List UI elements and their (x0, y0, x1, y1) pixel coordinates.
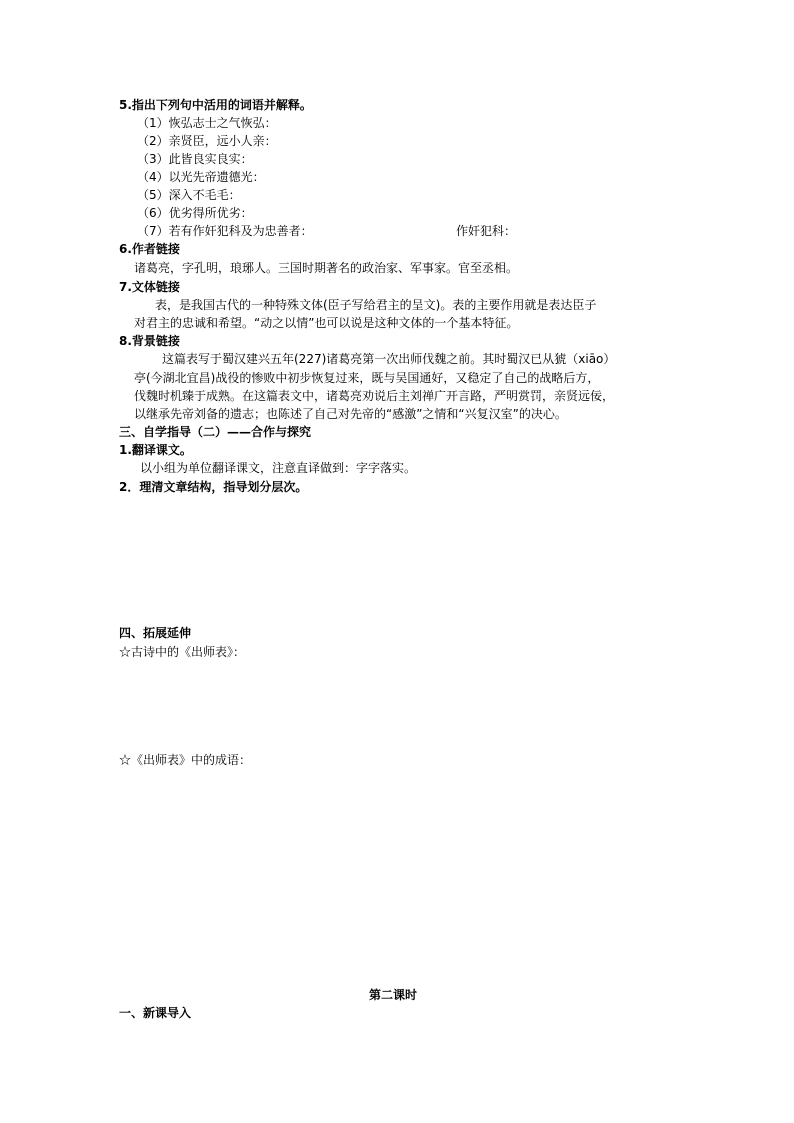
section7-heading: 7.文体链接 (119, 280, 180, 294)
part3-item1-heading: 1.翻译课文。 (119, 443, 192, 457)
section7-line-2: 对君主的忠诚和希望。“动之以情”也可以说是这种文体的一个基本特征。 (134, 316, 519, 330)
section8-line-1: 这篇表写于蜀汉建兴五年(227)诸葛亮第一次出师伐魏之前。其时蜀汉已从猇（xiāo） (162, 352, 616, 366)
section6-heading: 6.作者链接 (119, 242, 180, 256)
part3-heading: 三、自学指导（二）——合作与探究 (119, 425, 312, 439)
part3-item1-text: 以小组为单位翻译课文，注意直译做到：字字落实。 (140, 461, 417, 475)
section8-line-2: 亭(今湖北宜昌)战役的惨败中初步恢复过来，既与吴国通好，又稳定了自己的战略后方， (134, 371, 600, 385)
section5-item-6: （6）优劣得所优劣： (137, 206, 253, 220)
section5-heading: 5.指出下列句中活用的词语并解释。 (119, 98, 312, 112)
section5-item-7b: 作奸犯科： (456, 224, 517, 238)
section5-item-2: （2）亲贤臣，远小人亲： (137, 134, 277, 148)
lesson2-intro-heading: 一、新课导入 (119, 1006, 192, 1020)
lesson2-title: 第二课时 (369, 988, 418, 1002)
section6-text: 诸葛亮，字孔明，琅琊人。三国时期著名的政治家、军事家。官至丞相。 (134, 261, 519, 275)
section8-line-3: 伐魏时机臻于成熟。在这篇表文中，诸葛亮劝说后主刘禅广开言路，严明赏罚，亲贤远佞， (134, 389, 615, 403)
section8-line-4: 以继承先帝刘备的遗志；也陈述了自己对先帝的“感激”之情和“兴复汉室”的决心。 (134, 407, 567, 421)
part4-idiom-line: ☆《出师表》中的成语： (119, 753, 252, 767)
section5-item-4: （4）以光先帝遗德光： (137, 170, 265, 184)
section5-item-5: （5）深入不毛毛： (137, 188, 241, 202)
section5-item-1: （1）恢弘志士之气恢弘： (137, 116, 277, 130)
part3-item2-heading: 2．理清文章结构，指导划分层次。 (119, 480, 308, 494)
part4-poem-line: ☆古诗中的《出师表》： (119, 645, 246, 659)
section7-line-1: 表，是我国古代的一种特殊文体(臣子写给君主的呈文)。表的主要作用就是表达臣子 (155, 298, 597, 312)
section5-item-3: （3）此皆良实良实： (137, 152, 253, 166)
part4-heading: 四、拓展延伸 (119, 626, 192, 640)
section5-item-7: （7）若有作奸犯科及为忠善者： (137, 224, 313, 238)
section8-heading: 8.背景链接 (119, 334, 180, 348)
